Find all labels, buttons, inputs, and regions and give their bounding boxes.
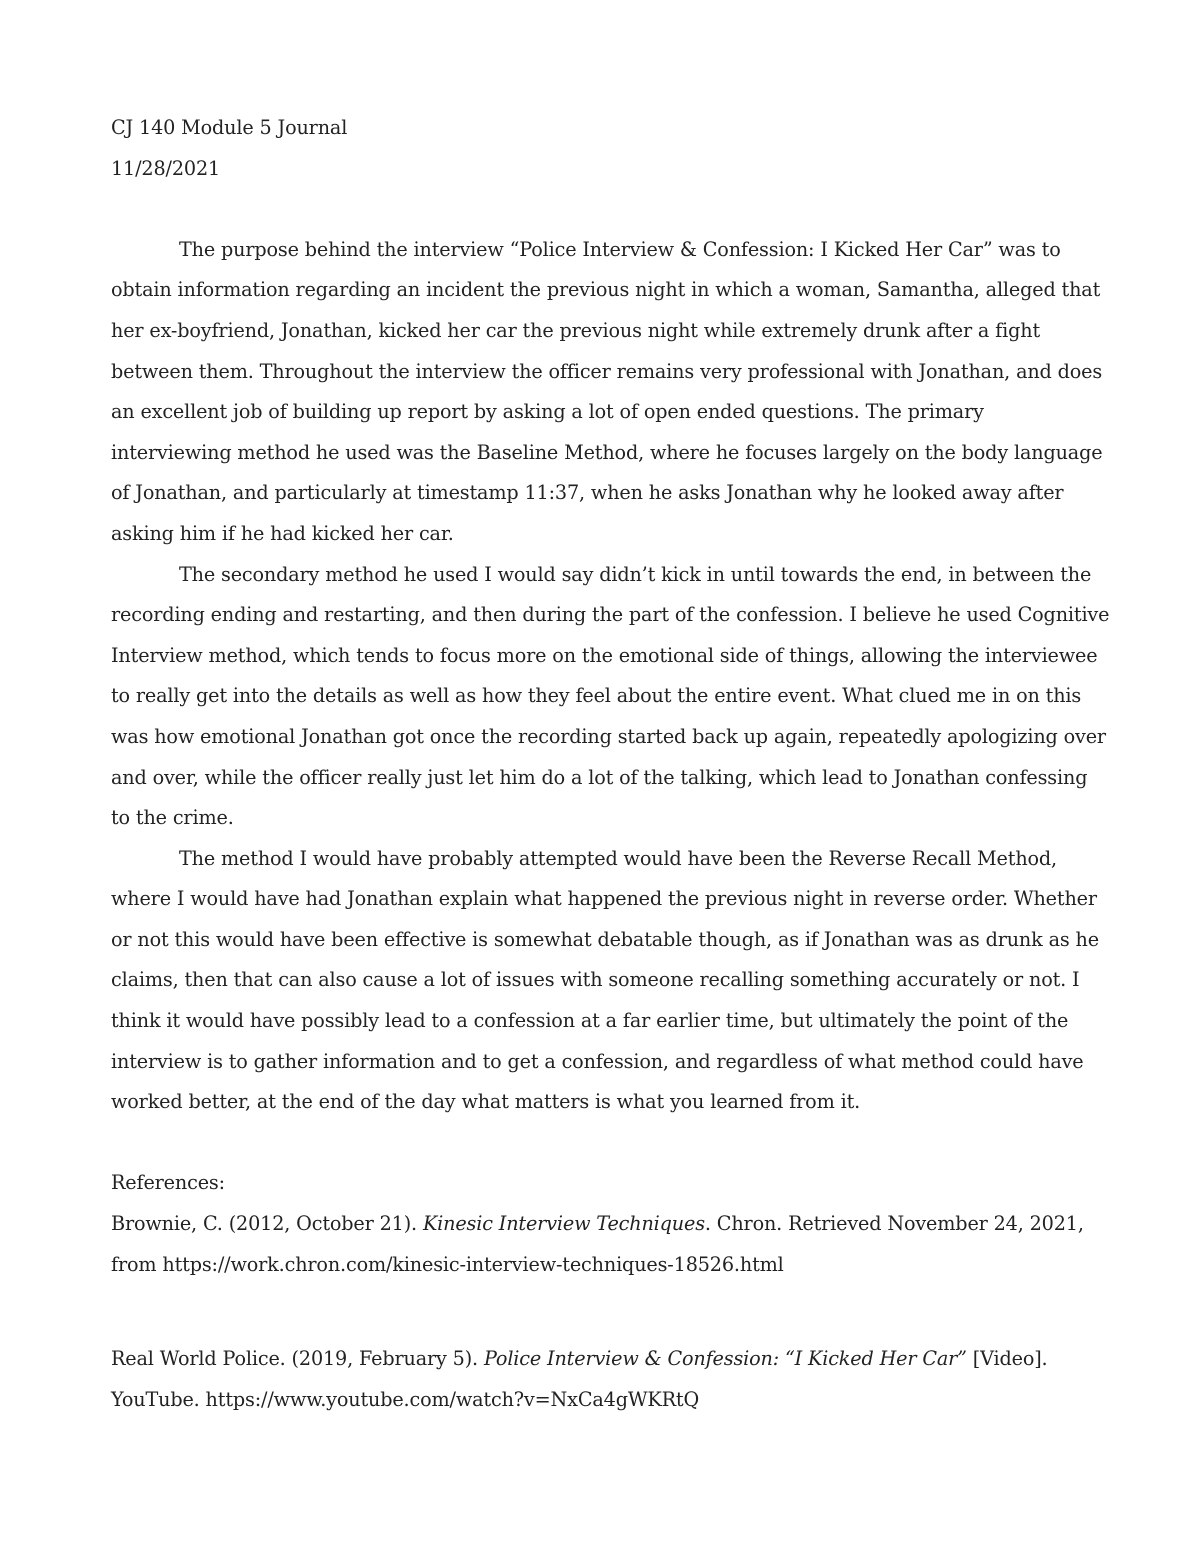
reference-source: . Chron. Retrieved November 24, 2021,	[704, 1212, 1084, 1236]
paragraph-line: asking him if he had kicked her car.	[111, 521, 454, 545]
reference-title: Kinesic Interview Techniques	[422, 1212, 705, 1236]
paragraph-line: interviewing method he used was the Baseline Method, where he focuses largely on the body language	[111, 440, 1103, 464]
paragraph-line: interview is to gather information and to get a confession, and regardless of what method could have	[111, 1049, 1084, 1073]
paragraph-line: recording ending and restarting, and then during the part of the confession. I believe he used Cognitive	[111, 603, 1110, 627]
paragraph-line: The secondary method he used I would say didn’t kick in until towards the end, in between the	[179, 562, 1092, 586]
paragraph-line: claims, then that can also cause a lot of issues with someone recalling something accurately or not. I	[111, 968, 1080, 992]
body-paragraph-1	[111, 230, 1103, 555]
paragraph-line: of Jonathan, and particularly at timestamp 11:37, when he asks Jonathan why he looked away after	[111, 481, 1064, 505]
body-paragraph-2	[111, 555, 1110, 839]
paragraph-line: to the crime.	[111, 806, 234, 830]
paragraph-line: where I would have had Jonathan explain what happened the previous night in reverse order. Whether	[111, 887, 1097, 911]
paragraph-line: The purpose behind the interview “Police Interview & Confession: I Kicked Her Car” was to	[179, 237, 1061, 261]
reference-author-date: Brownie, C. (2012, October 21).	[111, 1212, 423, 1236]
paragraph-line: an excellent job of building up report by asking a lot of open ended questions. The primary	[111, 400, 984, 424]
reference-author-date: Real World Police. (2019, February 5).	[111, 1347, 484, 1371]
paragraph-line: think it would have possibly lead to a confession at a far earlier time, but ultimately the point of the	[111, 1009, 1069, 1033]
document-content	[111, 108, 1110, 1420]
paragraph-line: and over, while the officer really just let him do a lot of the talking, which lead to Jonathan confessing	[111, 765, 1088, 789]
reference-entry	[111, 1204, 1086, 1285]
body-paragraph-3	[111, 839, 1099, 1123]
paragraph-line: worked better, at the end of the day what matters is what you learned from it.	[111, 1090, 861, 1114]
reference-line	[111, 1339, 1086, 1380]
paragraph-line: obtain information regarding an incident the previous night in which a woman, Samantha, alleged that	[111, 278, 1101, 302]
reference-source: [Video].	[966, 1347, 1048, 1371]
paragraph-line: between them. Throughout the interview the officer remains very professional with Jonathan, and does	[111, 359, 1103, 383]
reference-title: Police Interview & Confession: “I Kicked Her Car”	[483, 1347, 967, 1371]
course-title: CJ 140 Module 5 Journal	[111, 116, 348, 139]
spacer	[111, 1285, 1086, 1339]
paragraph-line: The method I would have probably attempted would have been the Reverse Recall Method,	[179, 846, 1058, 870]
reference-url-line[interactable]: from https://work.chron.com/kinesic-interview-techniques-18526.html	[111, 1252, 784, 1276]
paragraph-line: Interview method, which tends to focus more on the emotional side of things, allowing the interviewee	[111, 643, 1098, 667]
paragraph-line: or not this would have been effective is somewhat debatable though, as if Jonathan was as drunk as he	[111, 927, 1099, 951]
document-date: 11/28/2021	[111, 156, 221, 180]
reference-entry	[111, 1339, 1086, 1420]
spacer	[111, 189, 1086, 230]
reference-url-line[interactable]: YouTube. https://www.youtube.com/watch?v=NxCa4gWKRtQ	[111, 1387, 700, 1411]
paragraph-line: her ex-boyfriend, Jonathan, kicked her car the previous night while extremely drunk after a fight	[111, 318, 1041, 342]
references-heading: References:	[111, 1171, 225, 1195]
reference-line	[111, 1204, 1086, 1245]
paragraph-line: to really get into the details as well as how they feel about the entire event. What clued me in on this	[111, 684, 1082, 708]
paragraph-line: was how emotional Jonathan got once the recording started back up again, repeatedly apologizing over	[111, 724, 1106, 748]
